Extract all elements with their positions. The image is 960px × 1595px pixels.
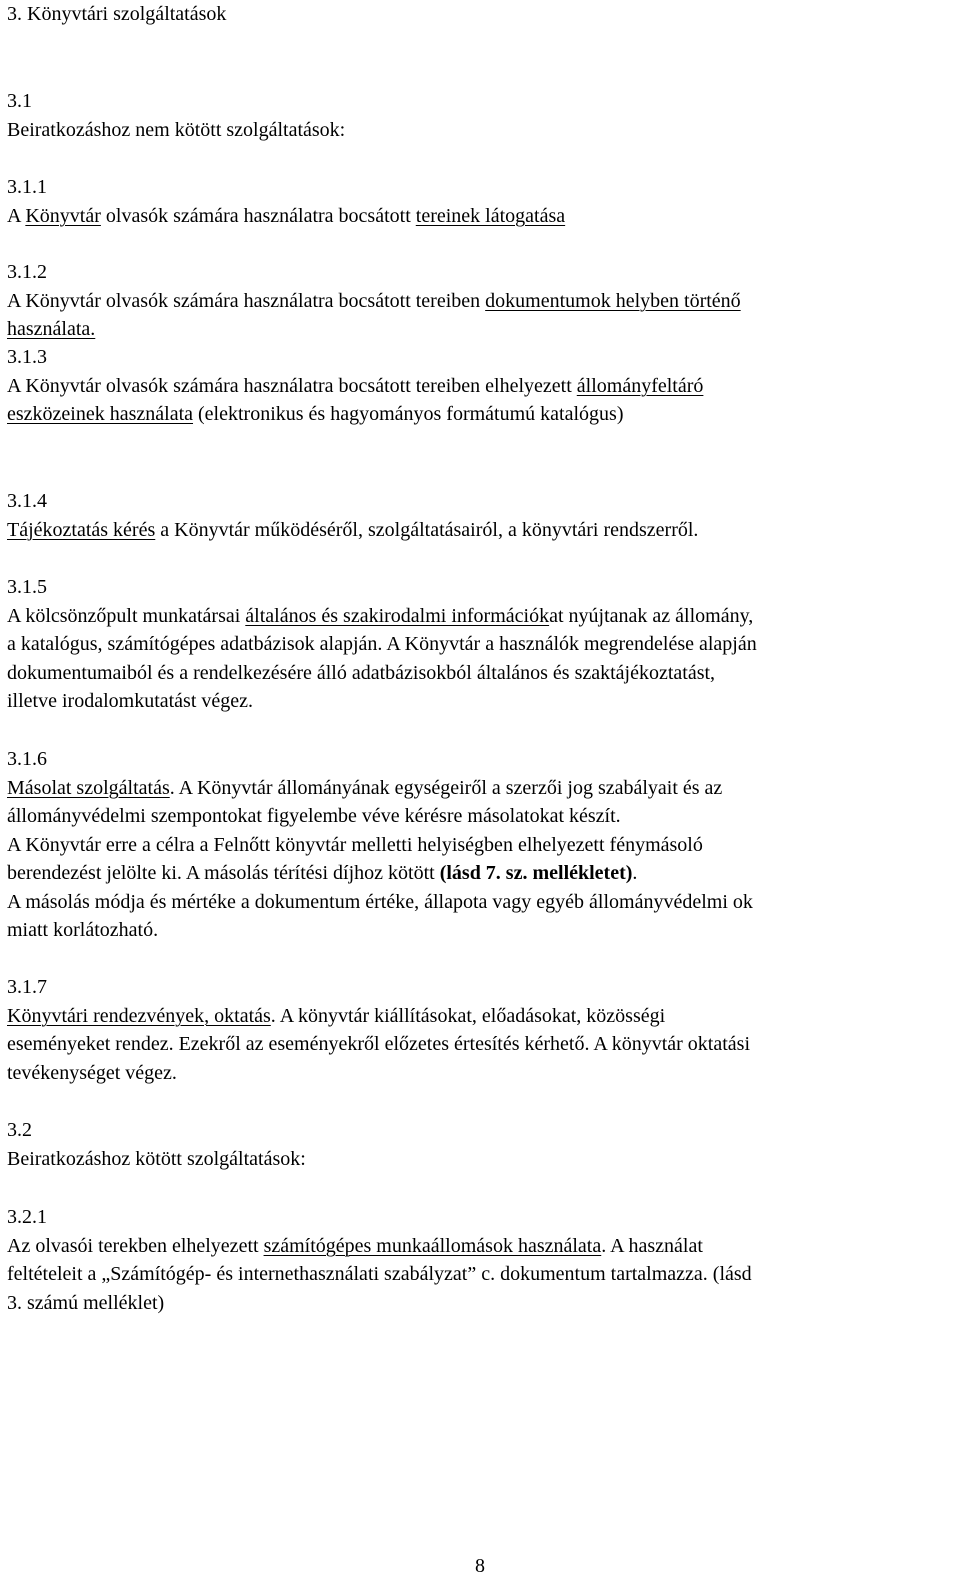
section-text-line bbox=[7, 859, 753, 888]
section-text-line: dokumentumaiból és a rendelkezésére álló adatbázisokból általános és szaktájékoztatást, bbox=[7, 661, 716, 684]
underlined-term: Könyvtári rendezvények, oktatás bbox=[7, 1004, 271, 1027]
underlined-term: használata. bbox=[7, 318, 96, 340]
section-number: 3.2 bbox=[7, 1119, 32, 1141]
section-3-1-4 bbox=[7, 487, 698, 544]
section-3-1-1 bbox=[7, 173, 565, 230]
section-3-2-1 bbox=[7, 1203, 752, 1317]
text: at nyújtanak az állomány, bbox=[549, 604, 754, 627]
section-number: 3.1.4 bbox=[7, 490, 47, 512]
section-3-1-2 bbox=[7, 258, 741, 344]
underlined-term: Tájékoztatás kérés bbox=[7, 518, 156, 541]
section-text bbox=[7, 1002, 750, 1031]
section-text-line: miatt korlátozható. bbox=[7, 919, 159, 941]
section-text bbox=[7, 774, 753, 803]
section-text bbox=[7, 1232, 752, 1261]
underlined-term: tereinek látogatása bbox=[415, 204, 566, 227]
text: (elektronikus és hagyományos formátumú katalógus) bbox=[193, 403, 624, 425]
text: . bbox=[632, 862, 638, 884]
section-text-line: A Könyvtár erre a célra a Felnőtt könyvtár melletti helyiségben elhelyezett fénymásoló bbox=[7, 833, 703, 856]
section-text bbox=[7, 372, 703, 401]
section-number: 3.1.3 bbox=[7, 346, 47, 368]
section-title: Beiratkozáshoz nem kötött szolgáltatások: bbox=[7, 118, 346, 141]
section-text-line: 3. számú melléklet) bbox=[7, 1291, 165, 1314]
page-number: 8 bbox=[475, 1555, 485, 1577]
text: berendezést jelölte ki. A másolás térítési díjhoz kötött bbox=[7, 862, 440, 884]
section-3-1-5 bbox=[7, 573, 757, 716]
text: A kölcsönzőpult munkatársai bbox=[7, 604, 246, 627]
section-title: Beiratkozáshoz kötött szolgáltatások: bbox=[7, 1147, 306, 1170]
section-number: 3.2.1 bbox=[7, 1206, 47, 1228]
section-text-line: eseményeket rendez. Ezekről az eseményekről előzetes értesítés kérhető. A könyvtár oktatási bbox=[7, 1033, 751, 1055]
underlined-term: általános és szakirodalmi információk bbox=[245, 604, 550, 627]
underlined-term: számítógépes munkaállomások használata bbox=[263, 1234, 602, 1257]
text: A Könyvtár olvasók számára használatra bocsátott tereiben elhelyezett bbox=[7, 374, 577, 397]
section-3-1-3 bbox=[7, 343, 703, 429]
section-3-1-7 bbox=[7, 973, 750, 1087]
underlined-term: Könyvtár bbox=[25, 204, 101, 227]
section-text bbox=[7, 516, 698, 545]
section-text bbox=[7, 602, 757, 631]
section-text-line: feltételeit a „Számítógép- és internethasználati szabályzat” c. dokumentum tartalmazza. (lásd bbox=[7, 1263, 752, 1285]
section-text-line bbox=[7, 315, 741, 344]
section-3-1-6 bbox=[7, 745, 753, 945]
section-text-line: állományvédelmi szempontokat figyelembe véve kérésre másolatokat készít. bbox=[7, 805, 621, 827]
section-text-line: tevékenységet végez. bbox=[7, 1061, 177, 1084]
text: A bbox=[7, 204, 26, 227]
section-text-line: A másolás módja és mértéke a dokumentum értéke, állapota vagy egyéb állományvédelmi ok bbox=[7, 890, 753, 913]
section-text-line: a katalógus, számítógépes adatbázisok alapján. A Könyvtár a használók megrendelése alapján bbox=[7, 633, 757, 655]
section-3-1 bbox=[7, 87, 345, 144]
underlined-term: állományfeltáró bbox=[576, 374, 704, 397]
section-3-2 bbox=[7, 1116, 306, 1173]
underlined-term: Másolat szolgáltatás bbox=[7, 776, 170, 799]
text: olvasók számára használatra bocsátott bbox=[100, 204, 416, 227]
bold-reference: (lásd 7. sz. mellékletet) bbox=[439, 862, 633, 884]
chapter-title: 3. Könyvtári szolgáltatások bbox=[7, 3, 227, 25]
section-text-line: illetve irodalomkutatást végez. bbox=[7, 690, 254, 712]
section-number: 3.1.7 bbox=[7, 976, 47, 998]
text: . A könyvtár kiállításokat, előadásokat, közösségi bbox=[270, 1004, 666, 1027]
text: . A Könyvtár állományának egységeiről a szerzői jog szabályait és az bbox=[169, 776, 723, 799]
section-text bbox=[7, 287, 741, 316]
section-number: 3.1 bbox=[7, 90, 32, 112]
section-number: 3.1.6 bbox=[7, 748, 47, 770]
text: A Könyvtár olvasók számára használatra bocsátott tereiben bbox=[7, 289, 486, 312]
text: Az olvasói terekben elhelyezett bbox=[7, 1234, 264, 1257]
section-number: 3.1.1 bbox=[7, 176, 47, 198]
underlined-term: eszközeinek használata bbox=[7, 403, 194, 425]
underlined-term: dokumentumok helyben történő bbox=[485, 289, 741, 312]
text: . A használat bbox=[601, 1234, 703, 1257]
section-text-line bbox=[7, 400, 703, 429]
section-text bbox=[7, 202, 565, 231]
text: a Könyvtár működéséről, szolgáltatásairól, a könyvtári rendszerről. bbox=[155, 518, 699, 541]
section-number: 3.1.5 bbox=[7, 576, 47, 598]
section-number: 3.1.2 bbox=[7, 261, 47, 283]
